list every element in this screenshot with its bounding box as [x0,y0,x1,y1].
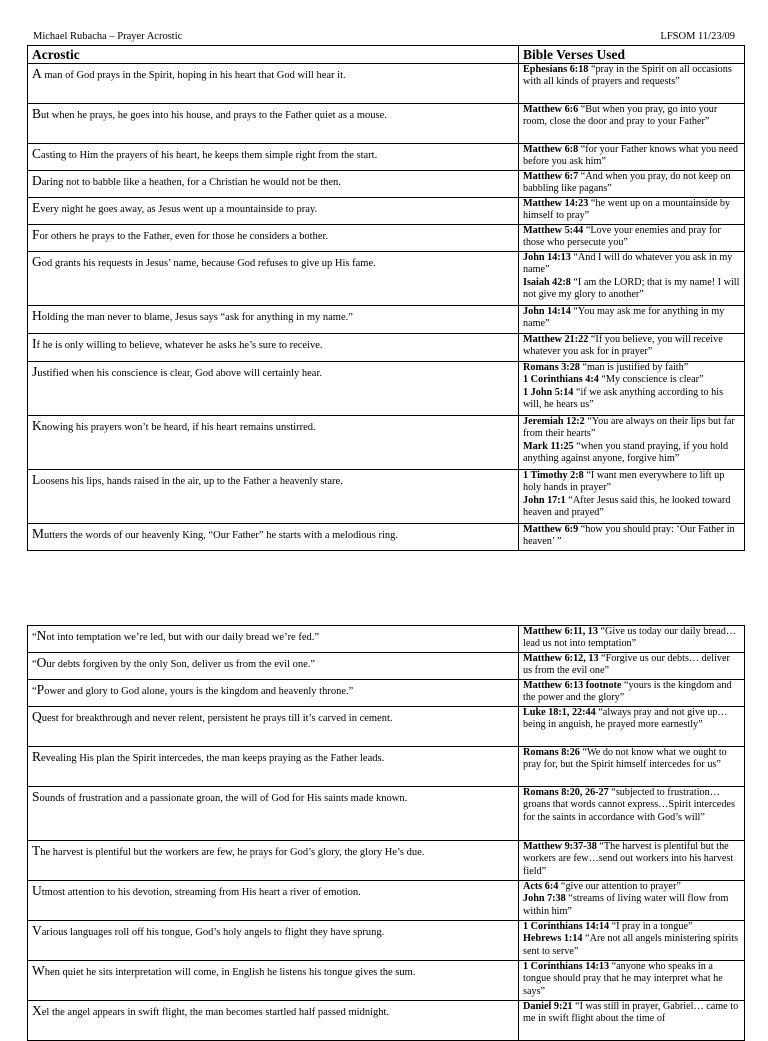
verses-column-header: Bible Verses Used [519,46,745,64]
acrostic-letter: F [32,227,40,242]
acrostic-line-text: olding the man never to blame, Jesus says “ask for anything in my name.” [41,312,353,323]
verse-entry [523,680,741,705]
verse-cell [519,524,745,551]
acrostic-line-text: ut when he prays, he goes into his house, and prays to the Father quiet as a mouse. [41,110,387,121]
verse-entry [523,374,741,386]
table-header-row [28,46,745,64]
verse-quote: “subjected to frustration…groans that words cannot express…Spirit intercedes for the saints in accordance with God’s will” [523,787,735,823]
table-row [28,747,745,787]
table-row [28,470,745,524]
acrostic-line [28,787,519,841]
verse-entry [523,334,741,359]
table-row [28,1001,745,1041]
table-row [28,306,745,334]
verse-cell [519,626,745,653]
verse-reference: John 14:14 [523,306,571,317]
verse-cell [519,747,745,787]
acrostic-line-text: utters the words of our heavenly King, “Our Father” he starts with a melodious ring. [44,530,399,541]
acrostic-line [28,470,519,524]
acrostic-line [28,747,519,787]
verse-quote: “streams of living water will flow from within him” [523,893,729,917]
verse-reference: 1 Corinthians 14:13 [523,961,610,972]
verse-reference: Jeremiah 12:2 [523,416,585,427]
table-row [28,707,745,747]
acrostic-letter: J [32,364,38,379]
verse-entry [523,747,741,772]
table-row [28,334,745,362]
verse-cell [519,362,745,416]
acrostic-line [28,680,519,707]
acrostic-line-text: ot into temptation we’re led, but with our daily bread we’re fed.” [46,632,320,643]
acrostic-line-text: evealing His plan the Spirit intercedes, the man keeps praying as the Father leads. [41,753,385,764]
verse-entry [523,441,741,466]
verse-quote: “anyone who speaks in a tongue should pray that he may interpret what he says” [523,961,723,997]
table-row [28,921,745,961]
verse-quote: “You may ask me for anything in my name” [523,306,725,330]
acrostic-line [28,64,519,104]
acrostic-line-text: el the angel appears in swift flight, the man becomes startled half passed midnight. [41,1007,390,1018]
acrostic-line-text: asting to Him the prayers of his heart, he keeps them simple right from the start. [41,150,378,161]
verse-entry [523,470,741,495]
table-row [28,198,745,225]
verse-quote: “always pray and not give up…being in anguish, he prayed more earnestly” [523,707,728,731]
acrostic-letter: P [36,682,45,697]
acrostic-line-text: arious languages roll off his tongue, God’s holy angels to flight they have sprung. [41,927,385,938]
verse-entry [523,387,741,412]
table-row [28,104,745,144]
acrostic-line [28,626,519,653]
acrostic-line-text: uest for breakthrough and never relent, persistent he prays till it’s carved in cement. [41,713,393,724]
verse-quote: “I was still in prayer, Gabriel… came to me in swift flight about the time of [523,1001,739,1025]
verse-quote: “if we ask anything according to his will, he hears us” [523,386,724,410]
acrostic-line-text: nowing his prayers won’t be heard, if his heart remains unstirred. [41,422,316,433]
verse-quote: “Are not all angels ministering spirits sent to serve” [523,933,739,957]
acrostic-line [28,1001,519,1041]
table-row [28,252,745,306]
acrostic-line-text: aring not to babble like a heathen, for a Christian he would not be then. [41,177,341,188]
acrostic-letter: L [32,472,41,487]
acrostic-line [28,961,519,1001]
verse-reference: Mark 11:25 [523,440,574,452]
table-row [28,653,745,680]
acrostic-letter: G [32,254,42,269]
verse-quote: “And I will do whatever you ask in my name” [523,252,733,276]
acrostic-line-text: od grants his requests in Jesus’ name, because God refuses to give up His fame. [41,258,376,269]
verse-entry [523,881,741,893]
verse-cell [519,416,745,470]
verse-cell [519,64,745,104]
acrostic-line [28,144,519,171]
verse-entry [523,362,741,374]
verse-reference: Matthew 6:8 [523,144,579,155]
verse-entry [523,961,741,998]
table-row [28,171,745,198]
verse-reference: Matthew 14:23 [523,198,589,209]
verse-quote: “We do not know what we ought to pray for, but the Spirit himself intercedes for us” [523,747,727,771]
open-quote: “ [32,686,37,697]
verse-entry [523,1001,741,1026]
table-row [28,787,745,841]
verse-quote: “pray in the Spirit on all occasions with all kinds of prayers and requests” [523,64,732,88]
verse-reference: Matthew 6:12, 13 [523,653,599,664]
verse-reference: 1 Corinthians 14:14 [523,921,610,932]
verse-entry [523,277,741,302]
verse-quote: “If you believe, you will receive whatever you ask for in prayer” [523,334,723,358]
acrostic-line [28,881,519,921]
acrostic-line [28,198,519,225]
verse-reference: Daniel 9:21 [523,1001,573,1012]
verse-reference: Matthew 6:9 [523,524,579,535]
acrostic-letter: E [32,200,41,215]
verse-entry [523,707,741,732]
verse-quote: “The harvest is plentiful but the workers are few…send out workers into his harvest field” [523,841,734,877]
acrostic-letter: U [32,883,42,898]
verse-reference: Matthew 9:37-38 [523,841,597,852]
verse-entry [523,171,741,196]
verse-reference: Romans 3:28 [523,362,580,373]
acrostic-line [28,104,519,144]
verse-reference: Hebrews 1:14 [523,933,583,945]
verse-entry [523,626,741,651]
verse-entry [523,787,741,824]
verse-entry [523,144,741,169]
table-row [28,362,745,416]
acrostic-letter: N [36,628,47,643]
table-row [28,841,745,881]
verse-reference: John 14:13 [523,252,571,263]
verse-reference: 1 John 5:14 [523,386,574,398]
acrostic-letter: S [32,789,40,804]
acrostic-letter: B [32,106,42,121]
acrostic-line-text: man of God prays in the Spirit, hoping in his heart that God will hear it. [41,70,346,81]
verse-entry [523,893,741,918]
verse-reference: Romans 8:20, 26-27 [523,787,609,798]
verse-quote: “for your Father knows what you need before you ask him” [523,144,739,168]
page-header [30,30,738,44]
verse-quote: “I am the LORD; that is my name! I will not give my glory to another” [523,276,740,300]
table-row [28,144,745,171]
verse-cell [519,306,745,334]
acrostic-letter: A [32,66,42,81]
verse-cell [519,881,745,921]
acrostic-line-text: hen quiet he sits interpretation will come, in English he listens his tongue gives the sum. [44,967,416,978]
acrostic-letter: T [32,843,41,858]
verse-quote: “You are always on their lips but far from their hearts” [523,416,735,440]
verse-cell [519,653,745,680]
verse-reference: Matthew 5:44 [523,225,584,236]
acrostic-line-text: very night he goes away, as Jesus went up a mountainside to pray. [40,204,318,215]
verse-entry [523,841,741,878]
verse-quote: “I pray in a tongue” [609,921,693,932]
verse-quote: “yours is the kingdom and the power and the glory” [523,680,732,704]
verse-quote: “I want men everywhere to lift up holy hands in prayer” [523,470,725,494]
verse-reference: Acts 6:4 [523,881,559,892]
verse-entry [523,64,741,89]
verse-cell [519,787,745,841]
acrostic-line-text: or others he prays to the Father, even for those he considers a bother. [39,231,329,242]
verse-quote: “But when you pray, go into your room, close the door and pray to your Father” [523,104,718,128]
author-title: Michael Rubacha – Prayer Acrostic [33,31,183,42]
verse-reference: Ephesians 6:18 [523,64,589,75]
verse-cell [519,225,745,252]
verse-quote: “how you should pray: ‘Our Father in heaven’ ” [523,524,735,548]
acrostic-line [28,416,519,470]
verse-reference: 1 Corinthians 4:4 [523,374,599,386]
verse-quote: “man is justified by faith” [579,362,689,373]
verse-entry [523,653,741,678]
acrostic-line [28,306,519,334]
verse-cell [519,1001,745,1041]
acrostic-letter: W [32,963,45,978]
verse-reference: Matthew 6:6 [523,104,579,115]
verse-reference: 1 Timothy 2:8 [523,470,584,481]
verse-reference: Matthew 6:11, 13 [523,626,598,637]
table-row [28,416,745,470]
table-row [28,961,745,1001]
acrostic-line [28,707,519,747]
acrostic-line-text: ustified when his conscience is clear, God above will certainly hear. [37,368,322,379]
verse-cell [519,470,745,524]
verse-cell [519,171,745,198]
verse-entry [523,495,741,520]
verse-reference: Matthew 21:22 [523,334,589,345]
verse-reference: Luke 18:1, 22:44 [523,707,596,718]
verse-entry [523,416,741,441]
verse-reference: John 7:38 [523,893,566,905]
acrostic-line-text: f he is only willing to believe, whatever he asks he’s sure to receive. [36,340,323,351]
acrostic-line [28,524,519,551]
acrostic-line [28,252,519,306]
verse-quote: “After Jesus said this, he looked toward heaven and prayed” [523,494,731,518]
acrostic-line [28,841,519,881]
acrostic-letter: C [32,146,42,161]
open-quote: “ [32,632,37,643]
acrostic-letter: X [32,1003,42,1018]
verse-quote: “Love your enemies and pray for those who persecute you” [523,225,721,249]
table-row [28,225,745,252]
verse-quote: “Give us today our daily bread… lead us not into temptation” [523,626,737,650]
acrostic-letter: R [32,749,42,764]
verse-quote: “Forgive us our debts… deliver us from the evil one” [523,653,730,677]
acrostic-letter: K [32,418,42,433]
verse-entry [523,921,741,933]
verse-cell [519,841,745,881]
acrostic-line-text: tmost attention to his devotion, streaming from His heart a river of emotion. [41,887,361,898]
verse-entry [523,104,741,129]
verse-reference: Matthew 6:7 [523,171,579,182]
verse-cell [519,707,745,747]
verse-cell [519,198,745,225]
verse-entry [523,252,741,277]
open-quote: “ [32,659,37,670]
acrostic-line [28,171,519,198]
verse-cell [519,921,745,961]
verse-cell [519,680,745,707]
acrostic-line [28,362,519,416]
acrostic-line [28,653,519,680]
verse-entry [523,198,741,223]
verse-quote: “when you stand praying, if you hold anything against anyone, forgive him” [523,440,729,464]
acrostic-letter: H [32,308,42,323]
acrostic-line-text: he harvest is plentiful but the workers are few, he prays for God’s glory, the glory He’s due. [40,847,425,858]
acrostic-line [28,334,519,362]
table-row [28,881,745,921]
acrostic-line-text: oosens his lips, hands raised in the air, up to the Father a heavenly stare. [40,476,343,487]
verse-entry [523,933,741,958]
acrostic-letter: Q [32,709,42,724]
course-date: LFSOM 11/23/09 [660,31,735,42]
acrostic-column-header: Acrostic [28,46,519,64]
verse-entry [523,225,741,250]
acrostic-letter: D [32,173,42,188]
verse-entry [523,524,741,549]
acrostic-letter: M [32,526,45,541]
verse-quote: “give our attention to prayer” [558,881,681,892]
verse-reference: Romans 8:26 [523,747,580,758]
acrostic-line [28,921,519,961]
acrostic-letter: O [36,655,47,670]
table-row [28,524,745,551]
table-row [28,680,745,707]
acrostic-letter: I [32,336,37,351]
verse-quote: “he went up on a mountainside by himself to pray” [523,198,731,222]
acrostic-table-1 [27,45,745,551]
acrostic-line-text: ur debts forgiven by the only Son, deliver us from the evil one.” [46,659,316,670]
verse-cell [519,104,745,144]
verse-quote: “And when you pray, do not keep on babbling like pagans” [523,171,731,195]
acrostic-line-text: ounds of frustration and a passionate groan, the will of God for His saints made known. [39,793,408,804]
table-row [28,64,745,104]
verse-cell [519,252,745,306]
acrostic-line [28,225,519,252]
verse-cell [519,144,745,171]
acrostic-letter: V [32,923,42,938]
verse-quote: “My conscience is clear” [598,374,704,386]
verse-reference: Matthew 6:13 footnote [523,680,622,691]
verse-cell [519,334,745,362]
verse-entry [523,306,741,331]
acrostic-line-text: ower and glory to God alone, yours is the kingdom and heavenly throne.” [44,686,354,697]
table-row [28,626,745,653]
acrostic-table-2 [27,625,745,1041]
verse-reference: Isaiah 42:8 [523,276,571,288]
verse-cell [519,961,745,1001]
verse-reference: John 17:1 [523,494,566,506]
